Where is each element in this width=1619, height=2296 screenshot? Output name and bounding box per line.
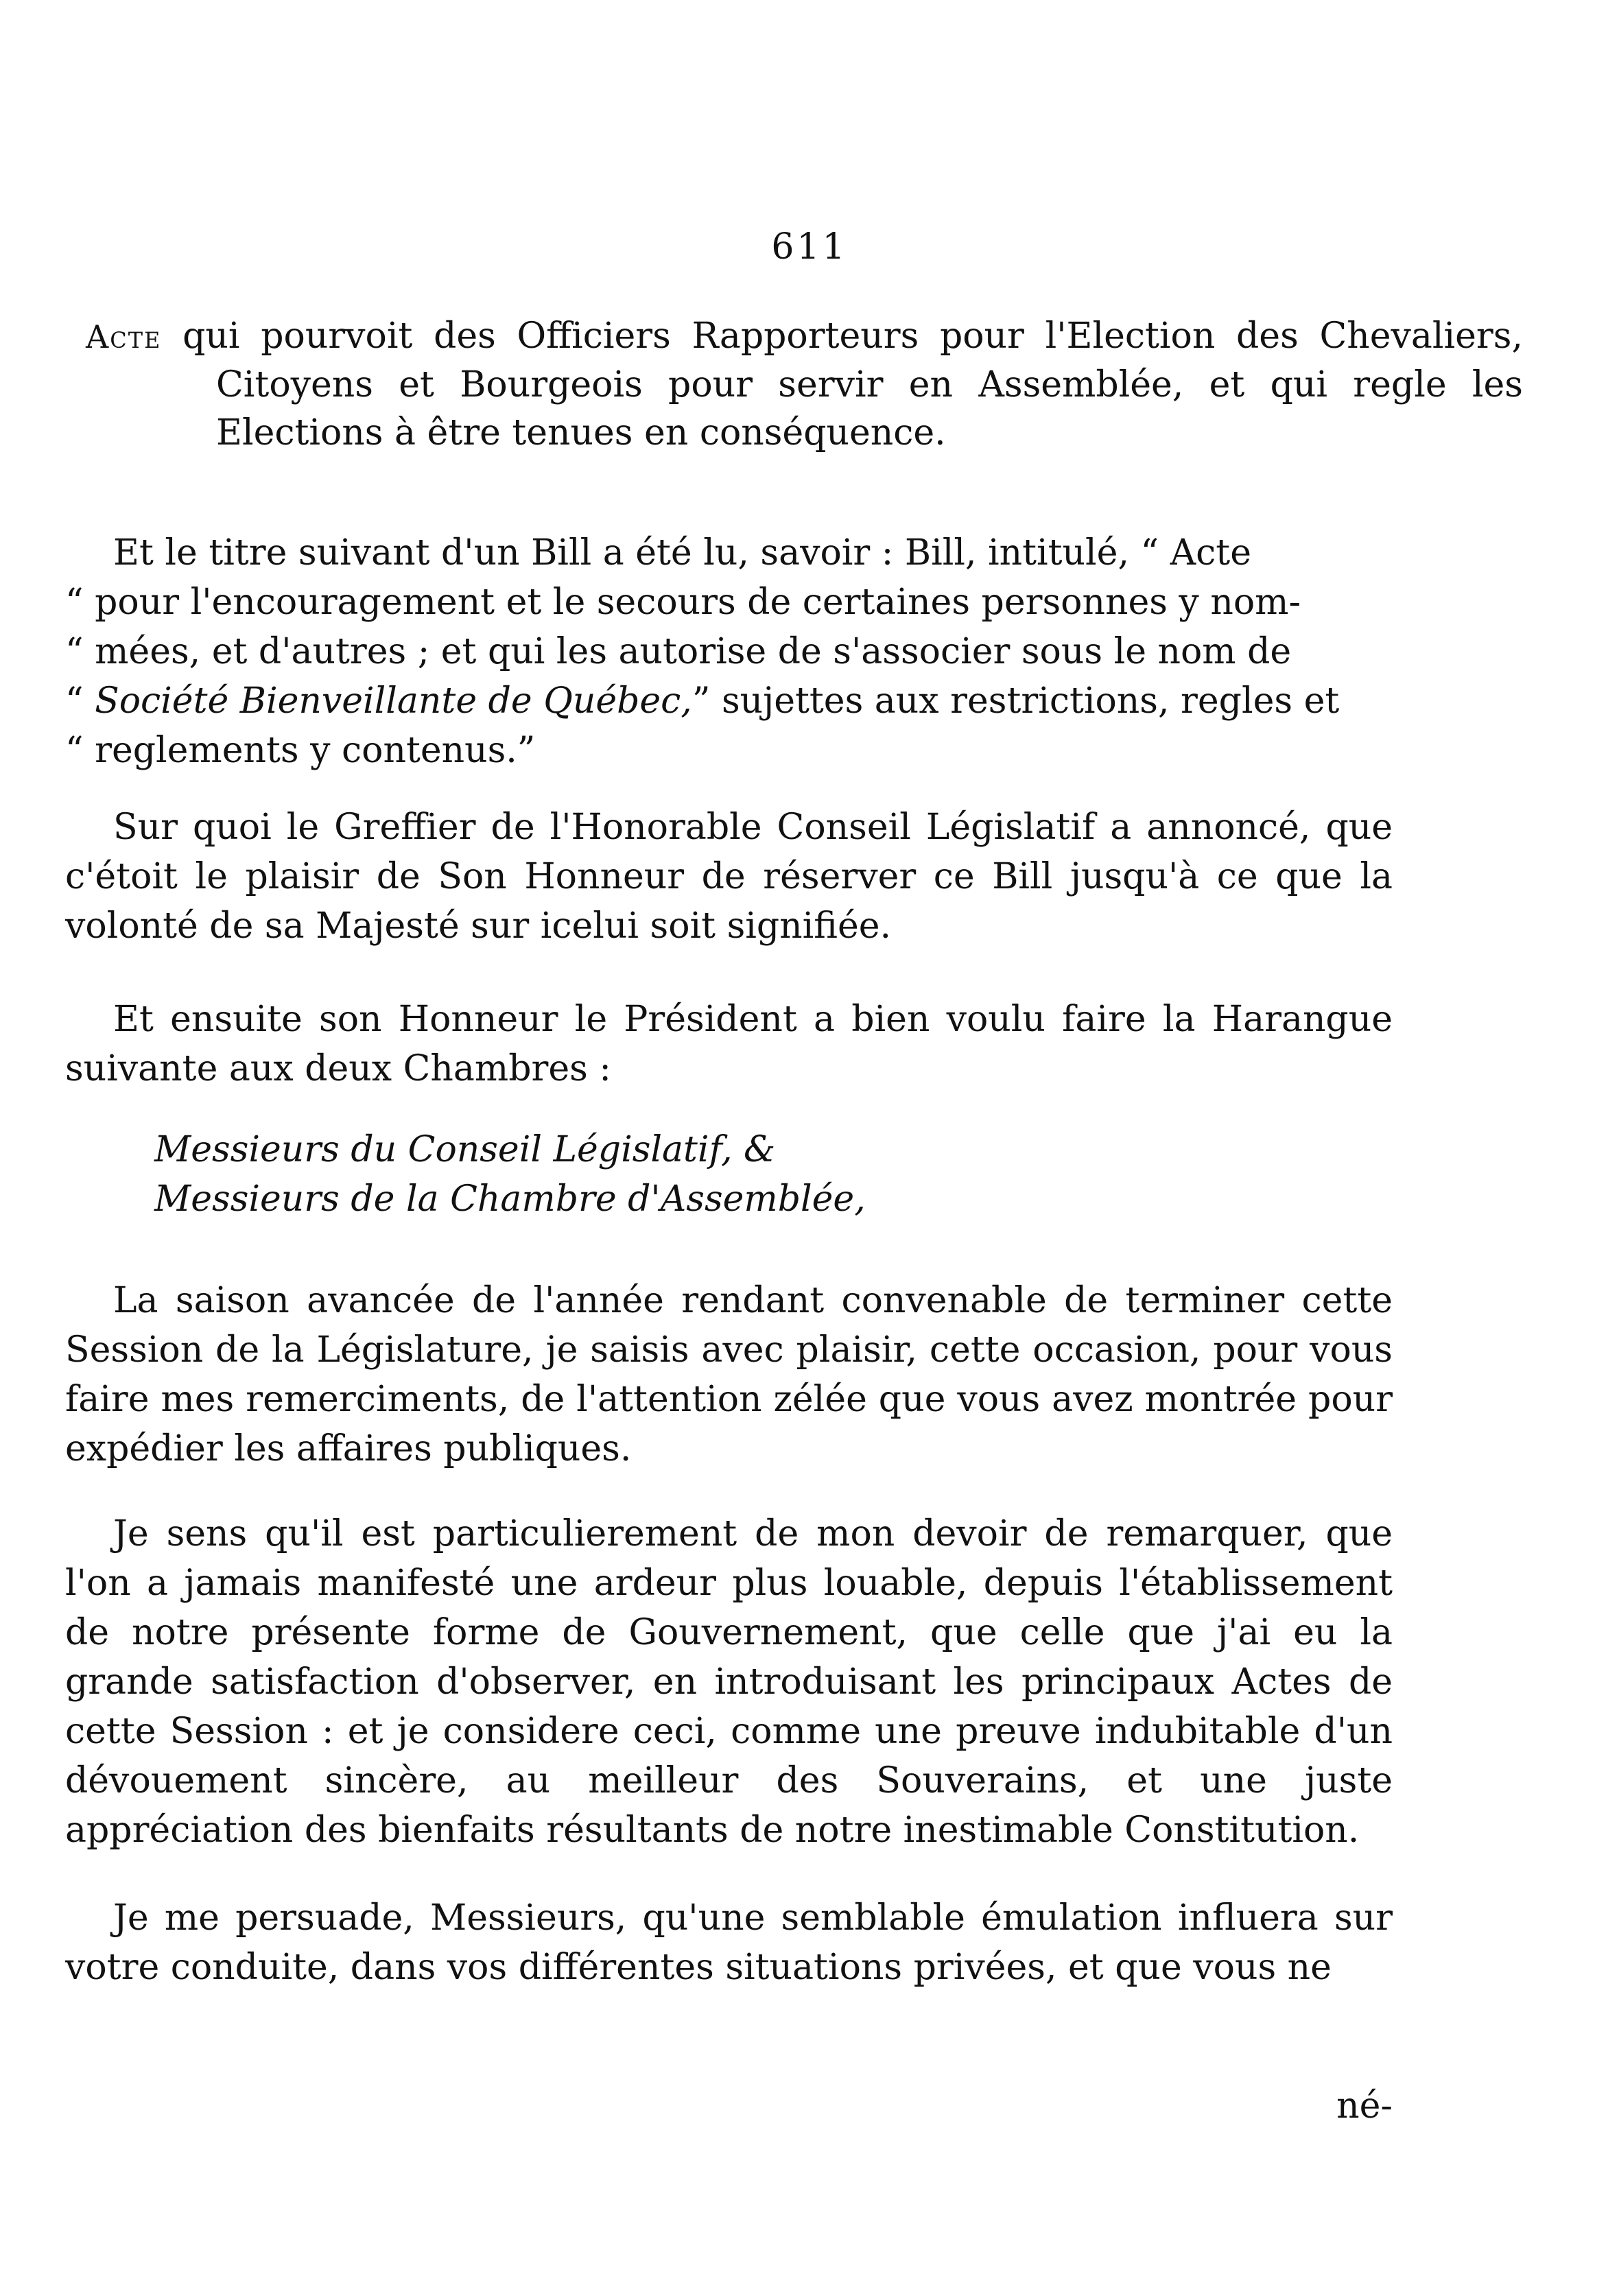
- acte-text: qui pourvoit des Officiers Rapporteurs pour l'Election des Chevaliers, Citoyens et Bourgeois pour servir en Assemblée, et qui regle les Elections à être tenues en conséquence.: [182, 316, 1523, 453]
- paragraph-harangue: Et ensuite son Honneur le Président a bien voulu faire la Harangue suivante aux deux Chambres :: [65, 999, 1393, 1089]
- bill-line-4: [65, 676, 1393, 726]
- acte-title-block: [86, 312, 1523, 457]
- bill-line-2: “ pour l'encouragement et le secours de certaines personnes y nom-: [65, 582, 1301, 623]
- bill-intro: Et le titre suivant d'un Bill a été lu, savoir : Bill, intitulé, “ Acte: [113, 532, 1251, 573]
- bill-line-4-quote: “: [65, 680, 84, 722]
- address-salutation: [154, 1125, 866, 1224]
- bill-line-5: “ reglements y contenus.”: [65, 730, 536, 771]
- page-number: 611: [771, 226, 848, 268]
- acte-label: Acte: [86, 318, 162, 355]
- paragraph-greffier: Sur quoi le Greffier de l'Honorable Conseil Législatif a annoncé, que c'étoit le plaisir de Son Honneur de réserver ce Bill jusqu'à ce que la volonté de sa Majesté sur icelui soit signifiée.: [65, 807, 1393, 947]
- paragraph-devoir: Je sens qu'il est particulierement de mon devoir de remarquer, que l'on a jamais manifesté une ardeur plus louable, depuis l'établissement de notre présente forme de Gouvernement, que celle que j'ai eu la grande satisfaction d'observer, en introduisant les principaux Actes de cette Session : et je considere ceci, comme une preuve indubitable d'un dévouement sincère, au meilleur des Souverains, et une juste appréciation des bienfaits résultants de notre inestimable Constitution.: [65, 1513, 1393, 1851]
- societe-name: Société Bienveillante de Québec,: [95, 680, 692, 722]
- bill-line-4-rest: ” sujettes aux restrictions, regles et: [692, 680, 1340, 722]
- paragraph-saison: La saison avancée de l'année rendant convenable de terminer cette Session de la Législature, je saisis avec plaisir, cette occasion, pour vous faire mes remerciments, de l'attention zélée que vous avez montrée pour expédier les affaires publiques.: [65, 1280, 1393, 1469]
- address-line-1: Messieurs du Conseil Législatif, &: [154, 1129, 776, 1170]
- paragraph-persuade: Je me persuade, Messieurs, qu'une semblable émulation influera sur votre conduite, dans vos différentes situations privées, et que vous ne: [65, 1897, 1393, 1988]
- catchword: né-: [1336, 2085, 1393, 2127]
- address-line-2: Messieurs de la Chambre d'Assemblée,: [154, 1179, 866, 1220]
- bill-title-paragraph: [65, 528, 1393, 775]
- bill-line-3: “ mées, et d'autres ; et qui les autorise de s'associer sous le nom de: [65, 631, 1292, 672]
